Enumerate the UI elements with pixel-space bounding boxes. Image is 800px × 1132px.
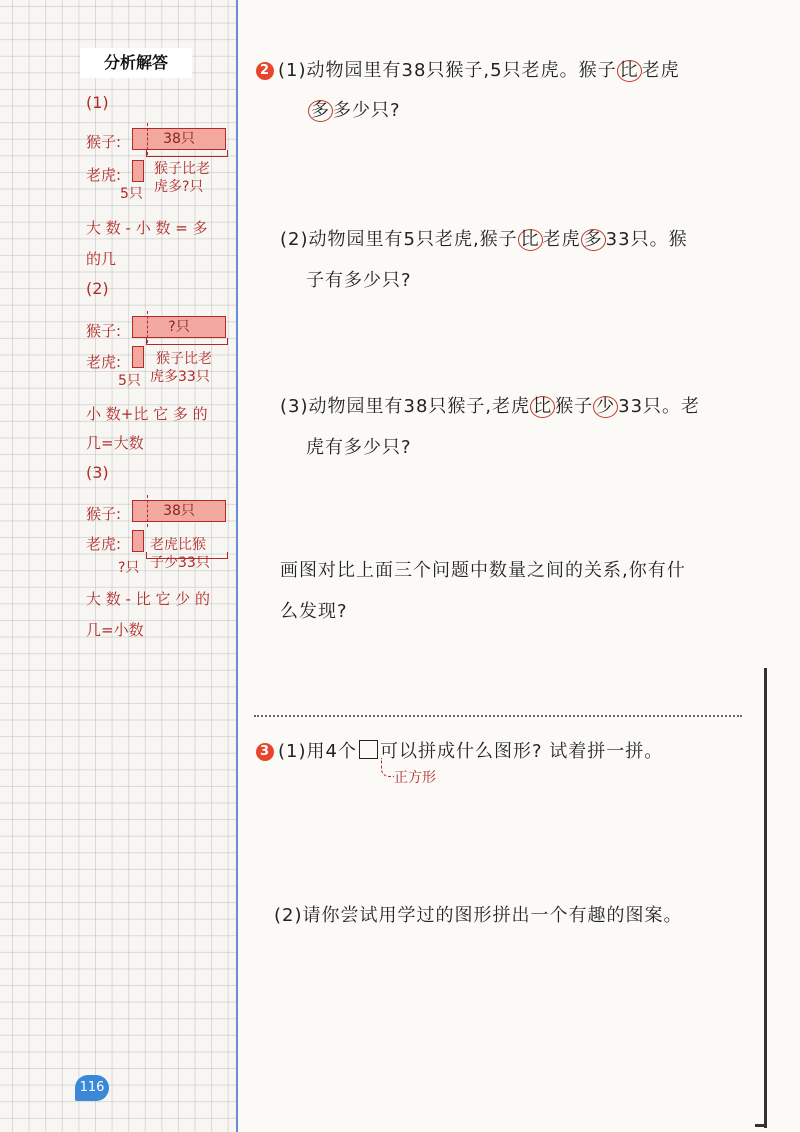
p2-compare-1: 猴子比老 [156, 351, 212, 367]
p3-monkey-value: 38只 [163, 503, 195, 519]
p1-compare-2: 虎多?只 [154, 179, 204, 195]
page-number: 116 [75, 1075, 109, 1101]
p1-rule-1: 大 数 - 小 数 = 多 [86, 219, 208, 237]
p3-rule-2: 几=小数 [86, 621, 144, 639]
p1-label: (1) [86, 93, 109, 112]
p1-tiger-label: 老虎: [86, 166, 122, 184]
p2-compare-2: 虎多33只 [150, 369, 210, 385]
p2-monkey-value: ?只 [168, 319, 190, 335]
p2-brace [146, 338, 228, 345]
p3-rule-1: 大 数 - 比 它 少 的 [86, 590, 211, 608]
analysis-header: 分析解答 [80, 48, 192, 78]
p1-compare-1: 猴子比老 [154, 161, 210, 177]
p1-monkey-bar [132, 128, 226, 150]
circled-bi: 比 [530, 396, 555, 418]
q3-s2: (2)请你尝试用学过的图形拼出一个有趣的图案。 [274, 905, 683, 926]
p2-rule-2: 几=大数 [86, 434, 144, 452]
hint-arrow-icon [381, 758, 394, 777]
q2-discover-2: 么发现? [280, 601, 348, 622]
q3-s1: 3 (1)用4个 可以拼成什么图形? 试着拼一拼。 [256, 737, 663, 763]
p2-tiger-bar [132, 346, 144, 368]
q3-number: 3 [256, 743, 274, 761]
p3-compare-1: 老虎比猴 [150, 537, 206, 553]
right-edge-tick [755, 1124, 767, 1127]
q2-number: 2 [256, 62, 274, 80]
p1-monkey-value: 38只 [163, 131, 195, 147]
square-hint: 正方形 [394, 770, 436, 786]
margin-line [236, 0, 238, 1132]
q2-s1-line1: 2 (1)动物园里有38只猴子,5只老虎。猴子 比 老虎 [256, 56, 680, 82]
p3-monkey-label: 猴子: [86, 505, 122, 523]
circled-bi: 比 [518, 229, 543, 251]
p2-tiger-value: 5只 [118, 373, 141, 389]
q2-s2-line2: 子有多少只? [306, 270, 412, 291]
p2-tiger-label: 老虎: [86, 353, 122, 371]
p2-rule-1: 小 数+比 它 多 的 [86, 405, 208, 423]
q2-s1-line2: 多 多少只? [308, 96, 401, 122]
circled-bi: 比 [617, 60, 642, 82]
p1-brace [146, 150, 228, 157]
p3-tiger-label: 老虎: [86, 535, 122, 553]
p3-tiger-value: ?只 [118, 560, 140, 576]
p3-tiger-bar [132, 530, 144, 552]
right-edge-bar [764, 668, 767, 1128]
p1-monkey-label: 猴子: [86, 133, 122, 151]
q2-s2-line1: (2)动物园里有5只老虎,猴子 比 老虎 多 33只。猴 [280, 229, 688, 250]
circled-duo: 多 [581, 229, 606, 251]
section-divider [254, 715, 742, 717]
circled-shao: 少 [593, 396, 618, 418]
circled-duo: 多 [308, 100, 333, 122]
q2-s3-line2: 虎有多少只? [306, 437, 412, 458]
p2-label: (2) [86, 279, 109, 298]
p2-monkey-bar [132, 316, 226, 338]
p3-compare-2: 子少33只 [150, 555, 210, 571]
p1-tiger-bar [132, 160, 144, 182]
p3-monkey-bar [132, 500, 226, 522]
p3-label: (3) [86, 463, 109, 482]
p1-tiger-value: 5只 [120, 186, 143, 202]
square-icon [359, 740, 378, 759]
p1-rule-2: 的几 [86, 250, 117, 268]
q2-s3-line1: (3)动物园里有38只猴子,老虎 比 猴子 少 33只。老 [280, 396, 701, 417]
p2-monkey-label: 猴子: [86, 322, 122, 340]
q2-discover-1: 画图对比上面三个问题中数量之间的关系,你有什 [280, 560, 686, 581]
